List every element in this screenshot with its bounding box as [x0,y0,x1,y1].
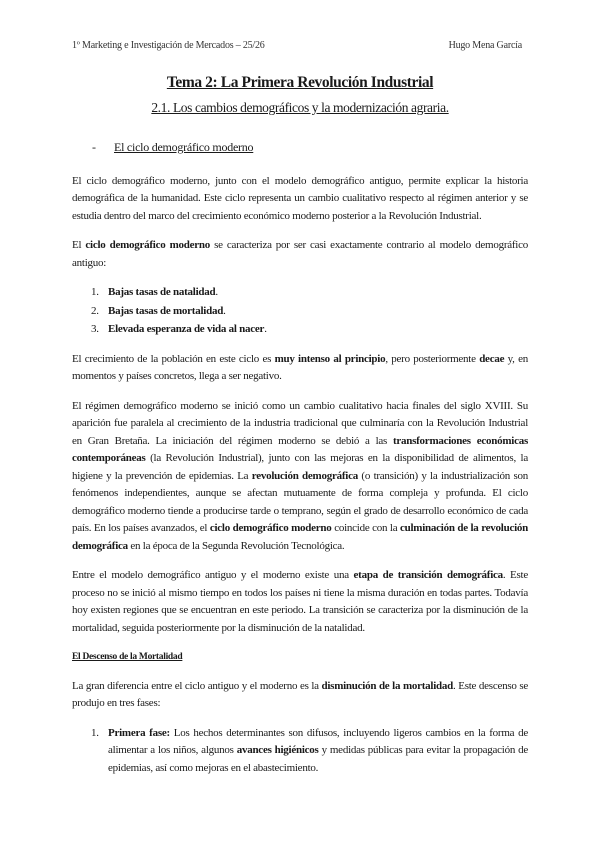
list-item: 2. Bajas tasas de mortalidad. [91,304,226,317]
characteristics-list [72,284,528,339]
paragraph-2: El ciclo demográfico moderno se caracteriza por ser casi exactamente contrario al modelo demográfico antiguo: [72,239,528,269]
document-title: Tema 2: La Primera Revolución Industrial [166,74,434,91]
list-item: 3. Elevada esperanza de vida al nacer. [91,323,267,335]
document-subtitle: 2.1. Los cambios demográficos y la modernización agraria. [151,100,449,115]
paragraph-5: Entre el modelo demográfico antiguo y el moderno existe una etapa de transición demográfica. Este proceso no se inició al mismo tiempo en todos los países ni tiene la misma duración en todas partes. Todavía hoy existen regiones que se encuentran en este periodo. La transición se caracteriza por la disminución de la mortalidad, seguida posteriormente por la disminución de la natalidad. [72,569,528,634]
list-item: 1. Primera fase: Los hechos determinantes son difusos, incluyendo ligeros cambios en la forma de alimentar a los niños, algunos avances higiénicos y medidas públicas para evitar la propagación de epidemias, así como mejoras en el abastecimiento. [91,726,528,774]
header-author: Hugo Mena García [448,40,522,51]
phases-list [72,725,528,778]
header-course: 1º Marketing e Investigación de Mercados – 25/26 [72,40,265,51]
paragraph-1: El ciclo demográfico moderno, junto con el modelo demográfico antiguo, permite explicar la historia demográfica de la humanidad. Este ciclo representa un cambio cualitativo respecto al régimen anterior y se estudia dentro del marco del crecimiento económico moderno posterior a la Revolución Industrial. [72,174,528,222]
page-header [72,40,522,51]
section-heading-text: El ciclo demográfico moderno [114,140,254,154]
list-item: 1. Bajas tasas de natalidad. [91,286,218,298]
subsection-heading: El Descenso de la Mortalidad [72,652,183,662]
section-dash: - [92,140,96,154]
document-body [72,139,528,789]
paragraph-3: El crecimiento de la población en este ciclo es muy intenso al principio, pero posteriormente decae y, en momentos y países concretos, llega a ser negativo. [72,352,528,382]
paragraph-4: El régimen demográfico moderno se inició como un cambio cualitativo hacia finales del siglo XVIII. Su aparición fue paralela al crecimiento de la industria tradicional que culminaría con la Revolución Industrial en Gran Bretaña. La iniciación del régimen moderno se debió a las transformaciones económicas contemporáneas (la Revolución Industrial), junto con las mejoras en la disponibilidad de alimentos, la higiene y la prevención de epidemias. La revolución demográfica (o transición) y la industrialización son fenómenos independientes, aunque se afectan mutuamente de forma compleja y profunda. El ciclo demográfico moderno tiende a producirse tarde o temprano, según el grado de desarrollo económico de cada país. En los países avanzados, el ciclo demográfico moderno coincide con la culminación de la revolución demográfica en la época de la Segunda Revolución Tecnológica. [72,399,529,552]
section-heading [92,139,528,157]
paragraph-6: La gran diferencia entre el ciclo antiguo y el moderno es la disminución de la mortalidad. Este descenso se produjo en tres fases: [72,679,529,709]
